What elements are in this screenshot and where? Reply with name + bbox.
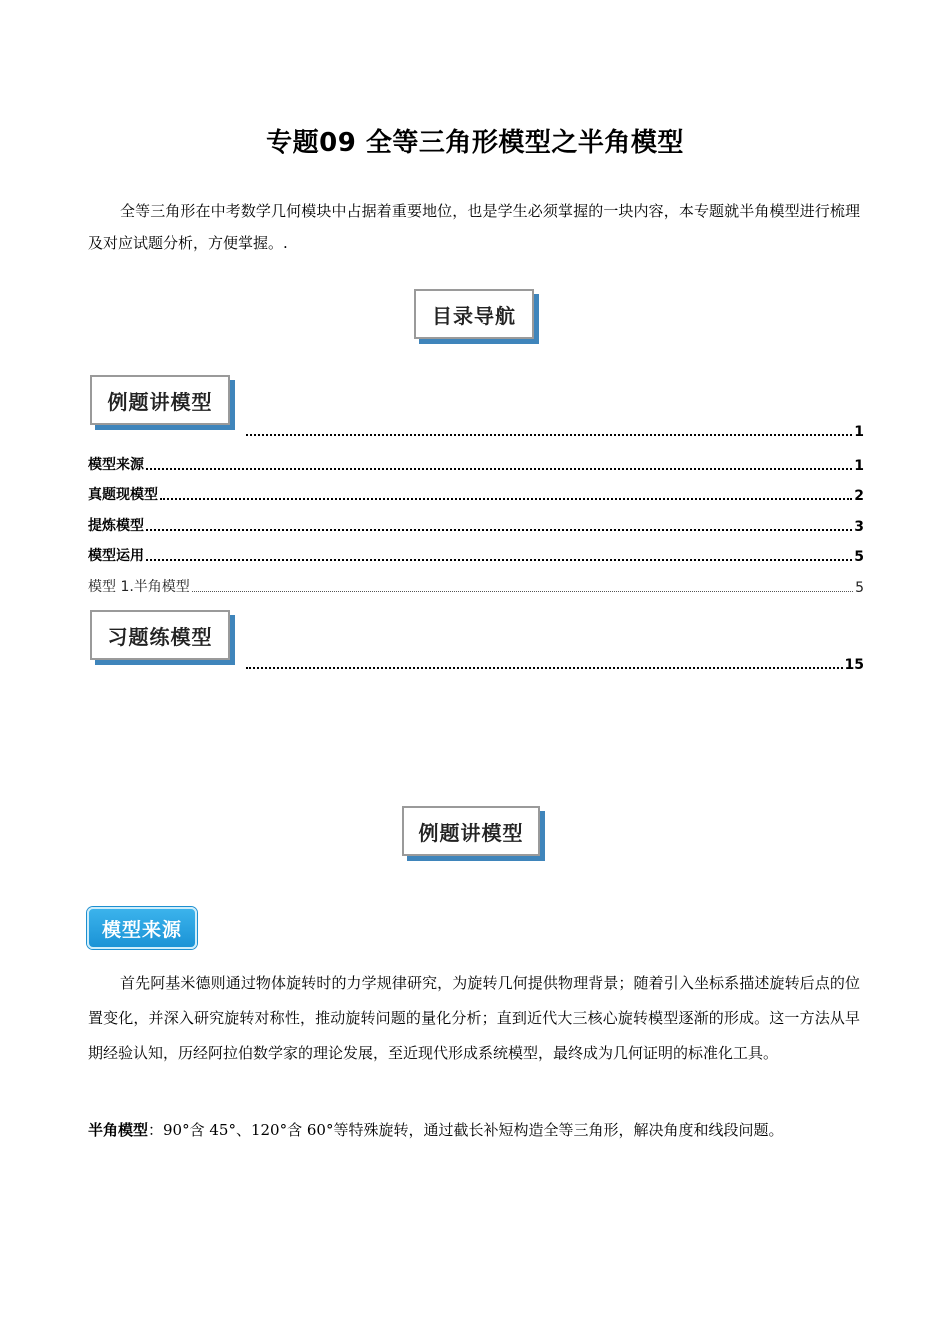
toc-entry-label: 模型运用 (88, 548, 144, 564)
toc-entry-label: 真题现模型 (88, 487, 158, 503)
toc-page-number: 2 (854, 488, 864, 504)
toc-entry[interactable] (88, 484, 864, 504)
toc-page-number: 1 (854, 458, 864, 474)
toc-sub-entry[interactable] (88, 576, 864, 596)
page-title: 专题09 全等三角形模型之半角模型 (266, 128, 684, 158)
note-text: ：90°含 45°、120°含 60°等特殊旋转，通过截长补短构造全等三角形，解决角度和线段问题。 (148, 1121, 784, 1139)
toc-nav-box: 目录导航 (414, 289, 534, 339)
toc-entry[interactable] (88, 454, 864, 474)
half-angle-note (88, 1116, 878, 1144)
toc-entry[interactable] (88, 545, 864, 565)
note-label: 半角模型 (88, 1121, 149, 1139)
toc-leader (146, 467, 852, 470)
source-paragraph: 首先阿基米德则通过物体旋转时的力学规律研究，为旋转几何提供物理背景；随着引入坐标系描述旋转后点的位置变化，并深入研究旋转对称性，推动旋转问题的量化分析；直到近代大三核心旋转模型逐渐的形成。这一方法从早期经验认知，历经阿拉伯数学家的理论发展，至近现代形成系统模型，最终成为几何证明的标准化工具。 (88, 974, 860, 1062)
intro-paragraph: 全等三角形在中考数学几何模块中占据着重要地位，也是学生必须掌握的一块内容，本专题就半角模型进行梳理及对应试题分析，方便掌握。. (88, 202, 860, 252)
toc-section2-line[interactable] (244, 653, 864, 673)
toc-page-number: 15 (844, 657, 864, 673)
toc-leader (146, 528, 852, 531)
toc-section2-box: 习题练模型 (90, 610, 230, 660)
toc-section1-line[interactable] (244, 420, 864, 440)
toc-leader (146, 558, 852, 561)
section-heading-box: 例题讲模型 (402, 806, 540, 856)
toc-entry-label: 模型 1.半角模型 (88, 579, 190, 595)
toc-leader (246, 666, 843, 669)
toc-leader (246, 433, 852, 436)
toc-page-number: 3 (854, 519, 864, 535)
toc-entry[interactable] (88, 515, 864, 535)
toc-entry-label: 提炼模型 (88, 518, 144, 534)
model-source-tag: 模型来源 (87, 907, 197, 949)
toc-page-number: 5 (854, 549, 864, 565)
toc-page-number: 5 (855, 580, 864, 596)
toc-leader (160, 497, 852, 500)
toc-leader (192, 590, 853, 592)
toc-page-number: 1 (854, 424, 864, 440)
toc-section1-box: 例题讲模型 (90, 375, 230, 425)
toc-entry-label: 模型来源 (88, 457, 144, 473)
